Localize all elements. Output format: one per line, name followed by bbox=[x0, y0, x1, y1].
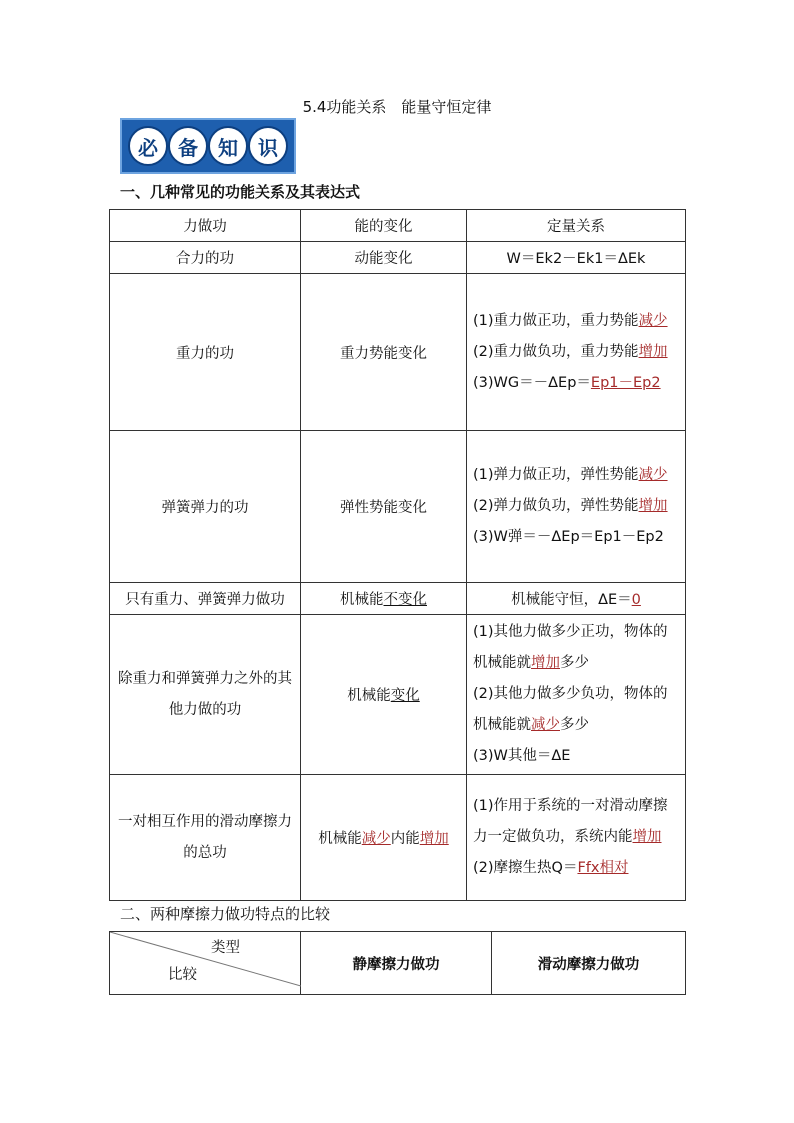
relation-cell: (1)作用于系统的一对滑动摩擦力一定做负功，系统内能增加 (2)摩擦生热Q＝Ffx相对 bbox=[467, 775, 686, 901]
table-header-row bbox=[110, 932, 686, 995]
header-cell: 静摩擦力做功 bbox=[301, 932, 492, 995]
badge-char: 备 bbox=[168, 126, 208, 166]
diagonal-line bbox=[110, 932, 301, 994]
force-cell: 合力的功 bbox=[110, 242, 301, 274]
header-cell: 定量关系 bbox=[467, 210, 686, 242]
diag-top-label: 类型 bbox=[211, 940, 240, 956]
relation-cell: (1)弹力做正功，弹性势能减少 (2)弹力做负功，弹性势能增加 (3)W弹＝－ΔEp＝Ep1－Ep2 bbox=[467, 431, 686, 583]
table-row bbox=[110, 242, 686, 274]
relation-cell: (1)重力做正功，重力势能减少 (2)重力做负功，重力势能增加 (3)WG＝－ΔEp＝Ep1－Ep2 bbox=[467, 274, 686, 431]
energy-cell: 动能变化 bbox=[301, 242, 467, 274]
force-cell: 重力的功 bbox=[110, 274, 301, 431]
friction-compare-table bbox=[109, 931, 686, 995]
section-badge-logo bbox=[120, 118, 296, 174]
badge-char: 知 bbox=[208, 126, 248, 166]
badge-char: 必 bbox=[128, 126, 168, 166]
energy-cell: 机械能减少内能增加 bbox=[301, 775, 467, 901]
diagonal-header-cell bbox=[110, 932, 301, 995]
section-heading-1: 一、几种常见的功能关系及其表达式 bbox=[120, 183, 361, 201]
relation-cell: (1)其他力做多少正功，物体的机械能就增加多少 (2)其他力做多少负功，物体的机械能就减少多少 (3)W其他＝ΔE bbox=[467, 615, 686, 775]
table-header-row bbox=[110, 210, 686, 242]
table-row bbox=[110, 583, 686, 615]
function-energy-table bbox=[109, 209, 686, 901]
page-title: 5.4功能关系 能量守恒定律 bbox=[302, 98, 492, 116]
header-cell: 能的变化 bbox=[301, 210, 467, 242]
table-row bbox=[110, 775, 686, 901]
relation-cell: 机械能守恒，ΔE＝0 bbox=[467, 583, 686, 615]
relation-cell: W＝Ek2－Ek1＝ΔEk bbox=[467, 242, 686, 274]
table-row bbox=[110, 274, 686, 431]
energy-cell: 机械能不变化 bbox=[301, 583, 467, 615]
energy-cell: 重力势能变化 bbox=[301, 274, 467, 431]
table-row bbox=[110, 615, 686, 775]
force-cell: 只有重力、弹簧弹力做功 bbox=[110, 583, 301, 615]
header-cell: 力做功 bbox=[110, 210, 301, 242]
diag-bottom-label: 比较 bbox=[168, 967, 197, 983]
badge-char: 识 bbox=[248, 126, 288, 166]
energy-cell: 机械能变化 bbox=[301, 615, 467, 775]
force-cell: 弹簧弹力的功 bbox=[110, 431, 301, 583]
section-heading-2: 二、两种摩擦力做功特点的比较 bbox=[120, 905, 331, 923]
energy-cell: 弹性势能变化 bbox=[301, 431, 467, 583]
force-cell: 一对相互作用的滑动摩擦力的总功 bbox=[110, 775, 301, 901]
force-cell: 除重力和弹簧弹力之外的其他力做的功 bbox=[110, 615, 301, 775]
header-cell: 滑动摩擦力做功 bbox=[492, 932, 686, 995]
table-row bbox=[110, 431, 686, 583]
